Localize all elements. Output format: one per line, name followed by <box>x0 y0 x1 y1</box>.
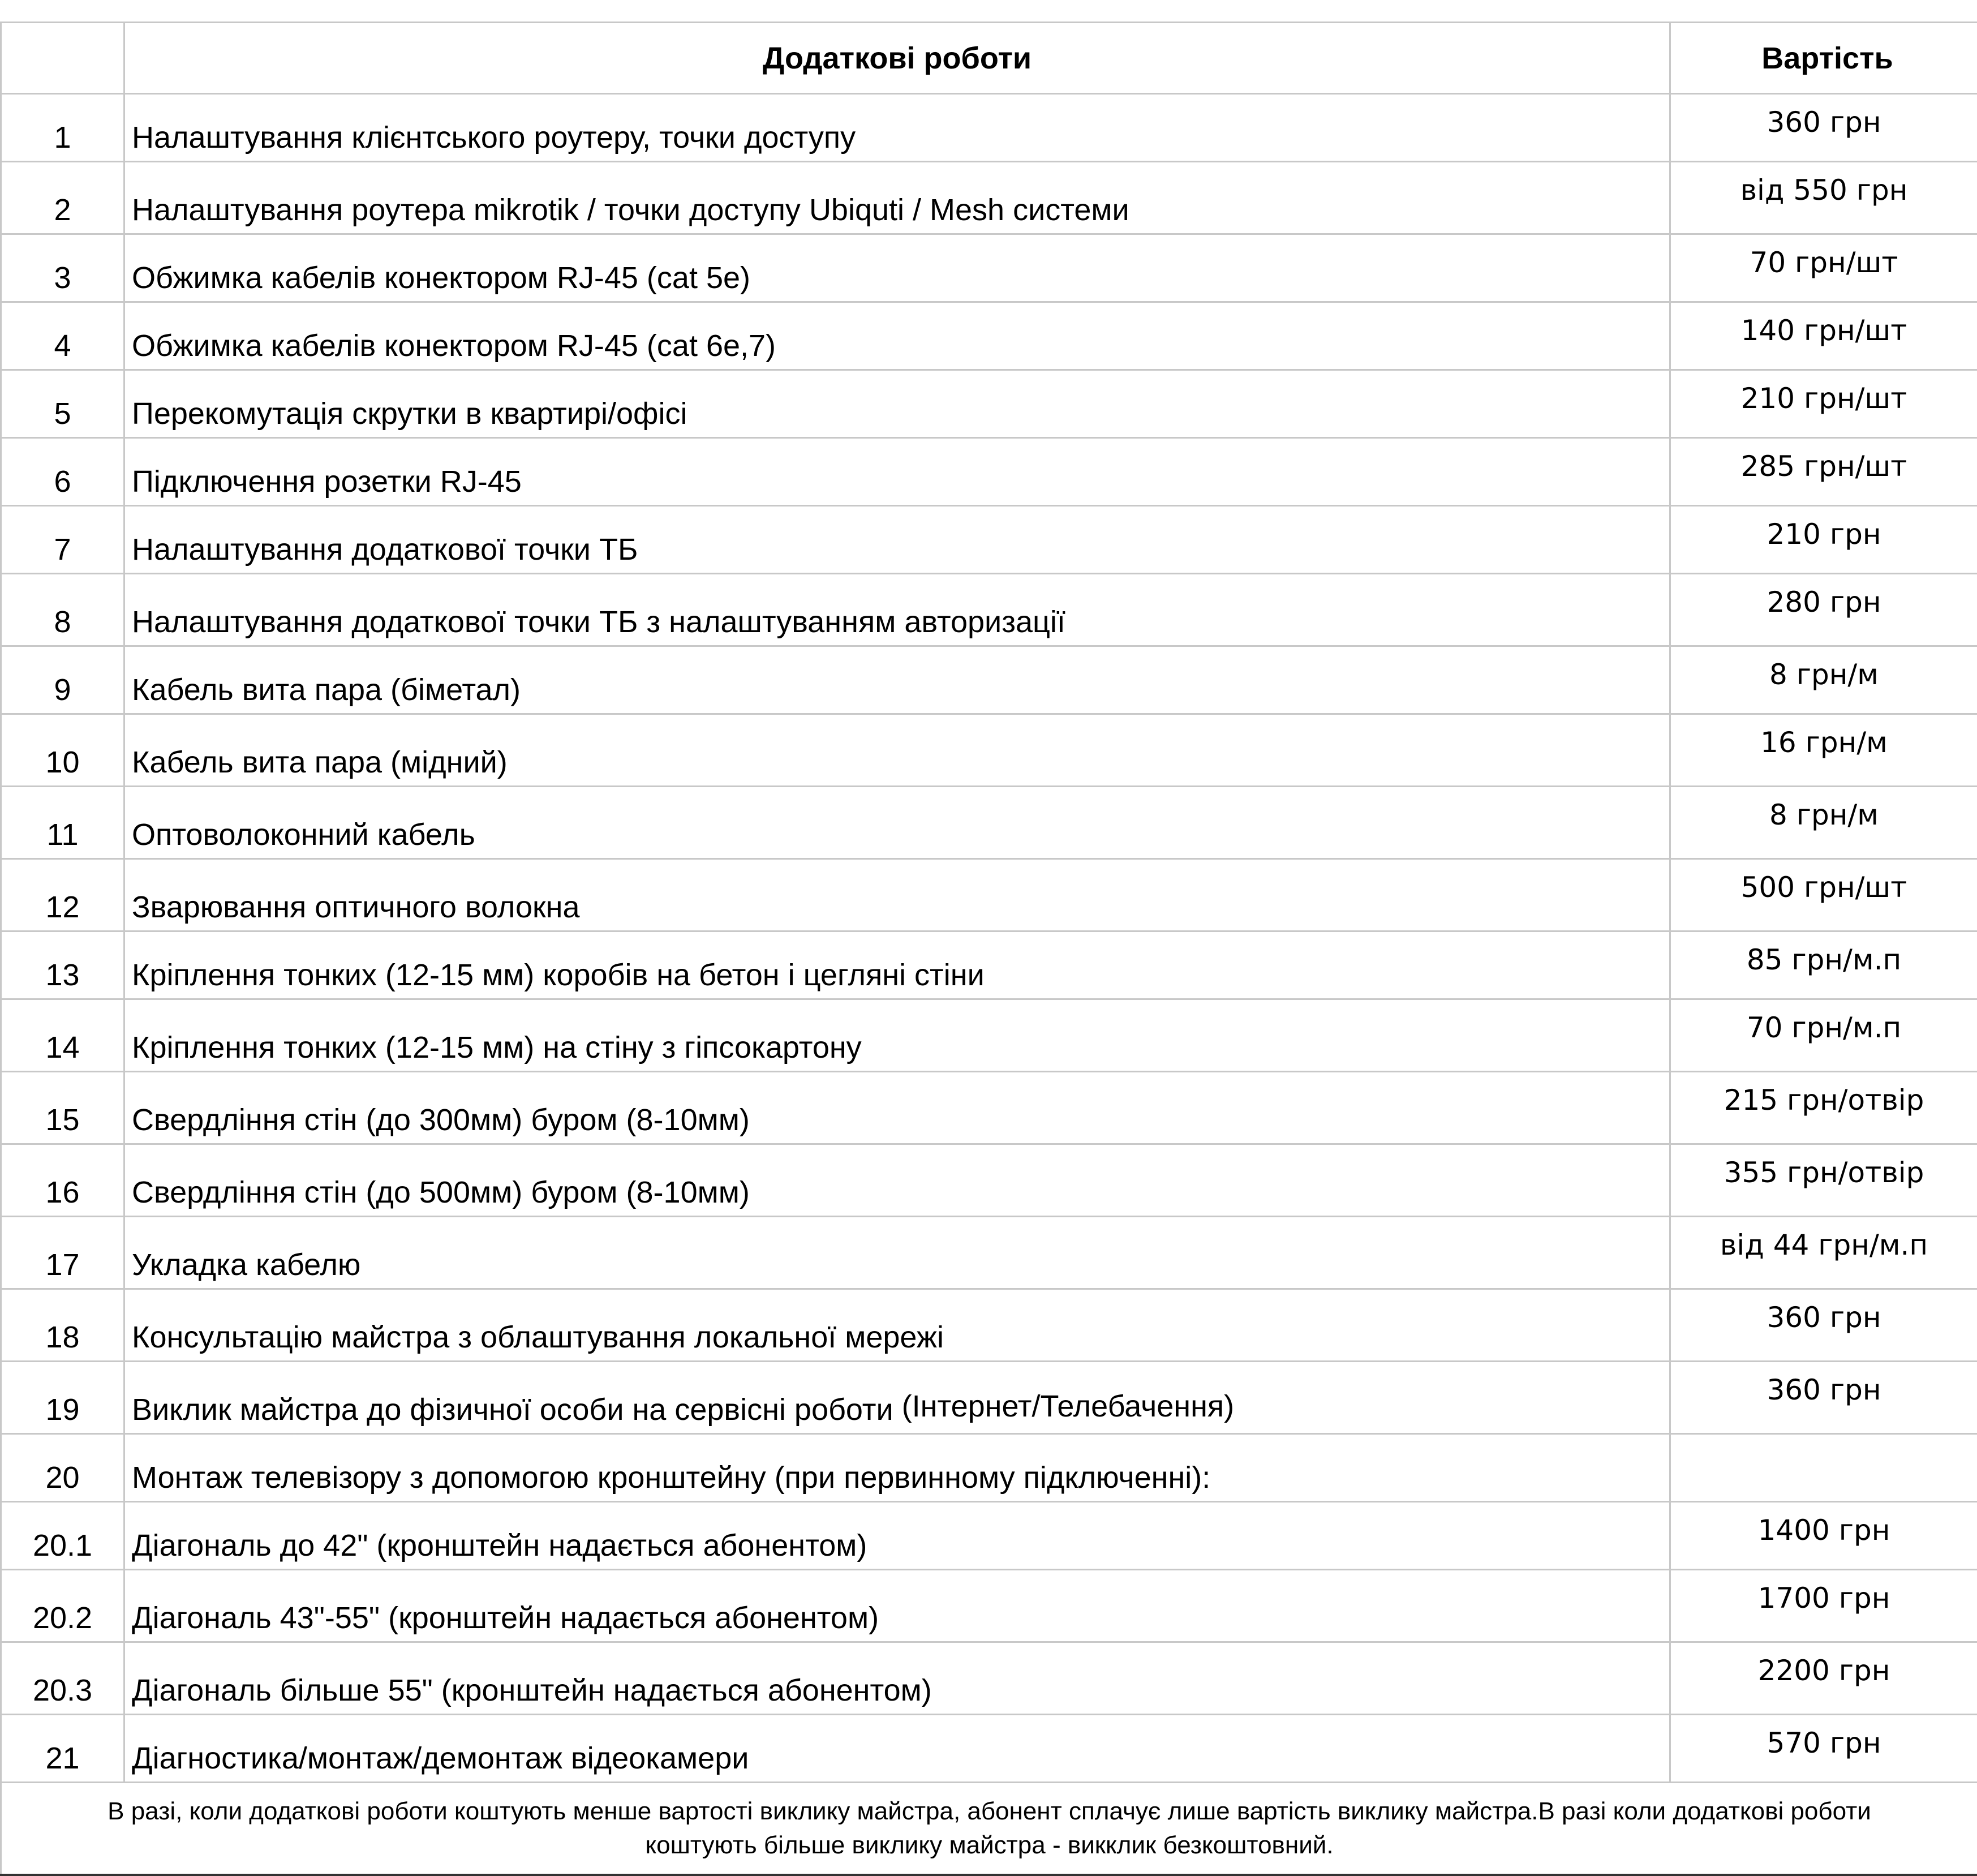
row-number: 17 <box>1 1217 124 1289</box>
table-row <box>1 438 1977 506</box>
row-description <box>124 1570 1670 1642</box>
row-description-text: Перекомутація скрутки в квартирі/офісі <box>132 397 687 431</box>
row-description <box>124 1642 1670 1715</box>
row-description-text: Налаштування додаткової точки ТБ <box>132 533 638 566</box>
row-number: 18 <box>1 1289 124 1362</box>
row-description-text: Підключення розетки RJ-45 <box>132 465 522 499</box>
row-price: 70 грн/шт <box>1670 234 1977 302</box>
row-description <box>124 234 1670 302</box>
row-description <box>124 999 1670 1072</box>
row-number: 7 <box>1 506 124 574</box>
header-number <box>1 23 124 94</box>
table-row <box>1 370 1977 438</box>
row-description <box>124 94 1670 162</box>
row-description <box>124 370 1670 438</box>
table-row <box>1 234 1977 302</box>
row-price: 210 грн/шт <box>1670 370 1977 438</box>
row-description <box>124 1362 1670 1434</box>
row-description-text: Укладка кабелю <box>132 1248 360 1282</box>
row-description-text: Зварювання оптичного волокна <box>132 890 580 924</box>
row-price: 2200 грн <box>1670 1642 1977 1715</box>
header-description: Додаткові роботи <box>124 23 1670 94</box>
table-row <box>1 999 1977 1072</box>
row-price: 8 грн/м <box>1670 787 1977 859</box>
table-row <box>1 931 1977 999</box>
row-description-text: Діагональ більше 55" (кронштейн надається абонентом) <box>132 1673 932 1707</box>
header-price: Вартість <box>1670 23 1977 94</box>
row-description-text: Налаштування роутера mikrotik / точки доступу Ubiquti / Mesh системи <box>132 193 1129 227</box>
row-price: 355 грн/отвір <box>1670 1144 1977 1217</box>
row-price <box>1670 1434 1977 1502</box>
row-description <box>124 1217 1670 1289</box>
row-price: 285 грн/шт <box>1670 438 1977 506</box>
row-price: 70 грн/м.п <box>1670 999 1977 1072</box>
row-description <box>124 1289 1670 1362</box>
row-price: 8 грн/м <box>1670 646 1977 714</box>
row-number: 20 <box>1 1434 124 1502</box>
table-row <box>1 859 1977 931</box>
row-description <box>124 931 1670 999</box>
table-row <box>1 1434 1977 1502</box>
row-description-text: Оптоволоконний кабель <box>132 818 475 852</box>
row-price: 360 грн <box>1670 94 1977 162</box>
table-row <box>1 646 1977 714</box>
row-description <box>124 1434 1670 1502</box>
footnote-line-2: коштують більше виклику майстра - викклик безкоштовний. <box>36 1828 1943 1862</box>
row-number: 5 <box>1 370 124 438</box>
row-price: від 550 грн <box>1670 162 1977 234</box>
row-description <box>124 1072 1670 1144</box>
table-row <box>1 302 1977 370</box>
table-row <box>1 1144 1977 1217</box>
note-row <box>1 1783 1977 1875</box>
table-row <box>1 1570 1977 1642</box>
row-number: 20.2 <box>1 1570 124 1642</box>
row-description <box>124 714 1670 787</box>
row-number: 10 <box>1 714 124 787</box>
table-row <box>1 1072 1977 1144</box>
row-description-text: Діагностика/монтаж/демонтаж відеокамери <box>132 1741 749 1775</box>
row-price: 280 грн <box>1670 574 1977 646</box>
table-row <box>1 1642 1977 1715</box>
row-description-text: Обжимка кабелів конектором RJ-45 (cat 5e) <box>132 261 750 295</box>
row-description <box>124 162 1670 234</box>
row-price: 85 грн/м.п <box>1670 931 1977 999</box>
row-number: 20.1 <box>1 1502 124 1570</box>
row-description-text: Діагональ до 42" (кронштейн надається абонентом) <box>132 1529 867 1562</box>
row-price: 215 грн/отвір <box>1670 1072 1977 1144</box>
row-price: 210 грн <box>1670 506 1977 574</box>
row-description-text: Консультацію майстра з облаштування локальної мережі <box>132 1320 944 1354</box>
row-description <box>124 1502 1670 1570</box>
row-number: 20.3 <box>1 1642 124 1715</box>
table-row <box>1 787 1977 859</box>
row-number: 15 <box>1 1072 124 1144</box>
row-description-extra: (Інтернет/Телебачення) <box>902 1389 1235 1423</box>
row-number: 1 <box>1 94 124 162</box>
row-description-text: Кабель вита пара (мідний) <box>132 745 508 779</box>
row-number: 19 <box>1 1362 124 1434</box>
row-price: 570 грн <box>1670 1715 1977 1783</box>
row-description-text: Кріплення тонких (12-15 мм) на стіну з гіпсокартону <box>132 1031 862 1064</box>
row-description-text: Налаштування клієнтського роутеру, точки доступу <box>132 121 856 154</box>
table-row <box>1 574 1977 646</box>
row-description <box>124 859 1670 931</box>
row-description-text: Кабель вита пара (біметал) <box>132 673 521 707</box>
row-description-text: Свердління стін (до 500мм) буром (8-10мм) <box>132 1175 750 1209</box>
row-number: 21 <box>1 1715 124 1783</box>
table-row <box>1 94 1977 162</box>
row-number: 11 <box>1 787 124 859</box>
row-number: 9 <box>1 646 124 714</box>
table-row <box>1 1289 1977 1362</box>
row-description <box>124 1144 1670 1217</box>
row-price: від 44 грн/м.п <box>1670 1217 1977 1289</box>
table-row <box>1 1217 1977 1289</box>
row-description-text: Кріплення тонких (12-15 мм) коробів на бетон і цегляні стіни <box>132 958 985 992</box>
row-description <box>124 787 1670 859</box>
row-number: 8 <box>1 574 124 646</box>
row-price: 500 грн/шт <box>1670 859 1977 931</box>
table-row <box>1 1715 1977 1783</box>
table-row <box>1 506 1977 574</box>
table-row <box>1 1502 1977 1570</box>
footnote <box>1 1783 1977 1875</box>
table-row <box>1 162 1977 234</box>
row-price: 140 грн/шт <box>1670 302 1977 370</box>
row-number: 12 <box>1 859 124 931</box>
table-row <box>1 1362 1977 1434</box>
row-description <box>124 1715 1670 1783</box>
row-price: 360 грн <box>1670 1289 1977 1362</box>
row-price: 1400 грн <box>1670 1502 1977 1570</box>
row-number: 13 <box>1 931 124 999</box>
row-description-text: Монтаж телевізору з допомогою кронштейну (при первинному підключенні): <box>132 1461 1210 1495</box>
row-description <box>124 438 1670 506</box>
table-header-row <box>1 23 1977 94</box>
additional-works-table <box>0 22 1977 1876</box>
row-number: 3 <box>1 234 124 302</box>
row-description <box>124 506 1670 574</box>
row-number: 16 <box>1 1144 124 1217</box>
row-description <box>124 574 1670 646</box>
row-description-text: Обжимка кабелів конектором RJ-45 (cat 6e,7) <box>132 329 776 363</box>
row-description <box>124 646 1670 714</box>
row-number: 2 <box>1 162 124 234</box>
row-number: 6 <box>1 438 124 506</box>
row-description <box>124 302 1670 370</box>
row-description-text: Свердління стін (до 300мм) буром (8-10мм) <box>132 1103 750 1137</box>
price-list-sheet <box>0 22 1977 1876</box>
row-price: 360 грн <box>1670 1362 1977 1434</box>
row-price: 16 грн/м <box>1670 714 1977 787</box>
row-description-text: Діагональ 43"-55" (кронштейн надається абонентом) <box>132 1601 879 1635</box>
row-number: 14 <box>1 999 124 1072</box>
table-row <box>1 714 1977 787</box>
footnote-line-1: В разі, коли додаткові роботи коштують менше вартості виклику майстра, абонент сплачує лише вартість виклику майстра.В разі коли додаткові роботи <box>36 1795 1943 1828</box>
row-description-text: Налаштування додаткової точки ТБ з налаштуванням авторизації <box>132 605 1065 639</box>
row-description-text: Виклик майстра до фізичної особи на сервісні роботи <box>132 1393 893 1427</box>
row-number: 4 <box>1 302 124 370</box>
row-price: 1700 грн <box>1670 1570 1977 1642</box>
table-body <box>1 94 1977 1783</box>
